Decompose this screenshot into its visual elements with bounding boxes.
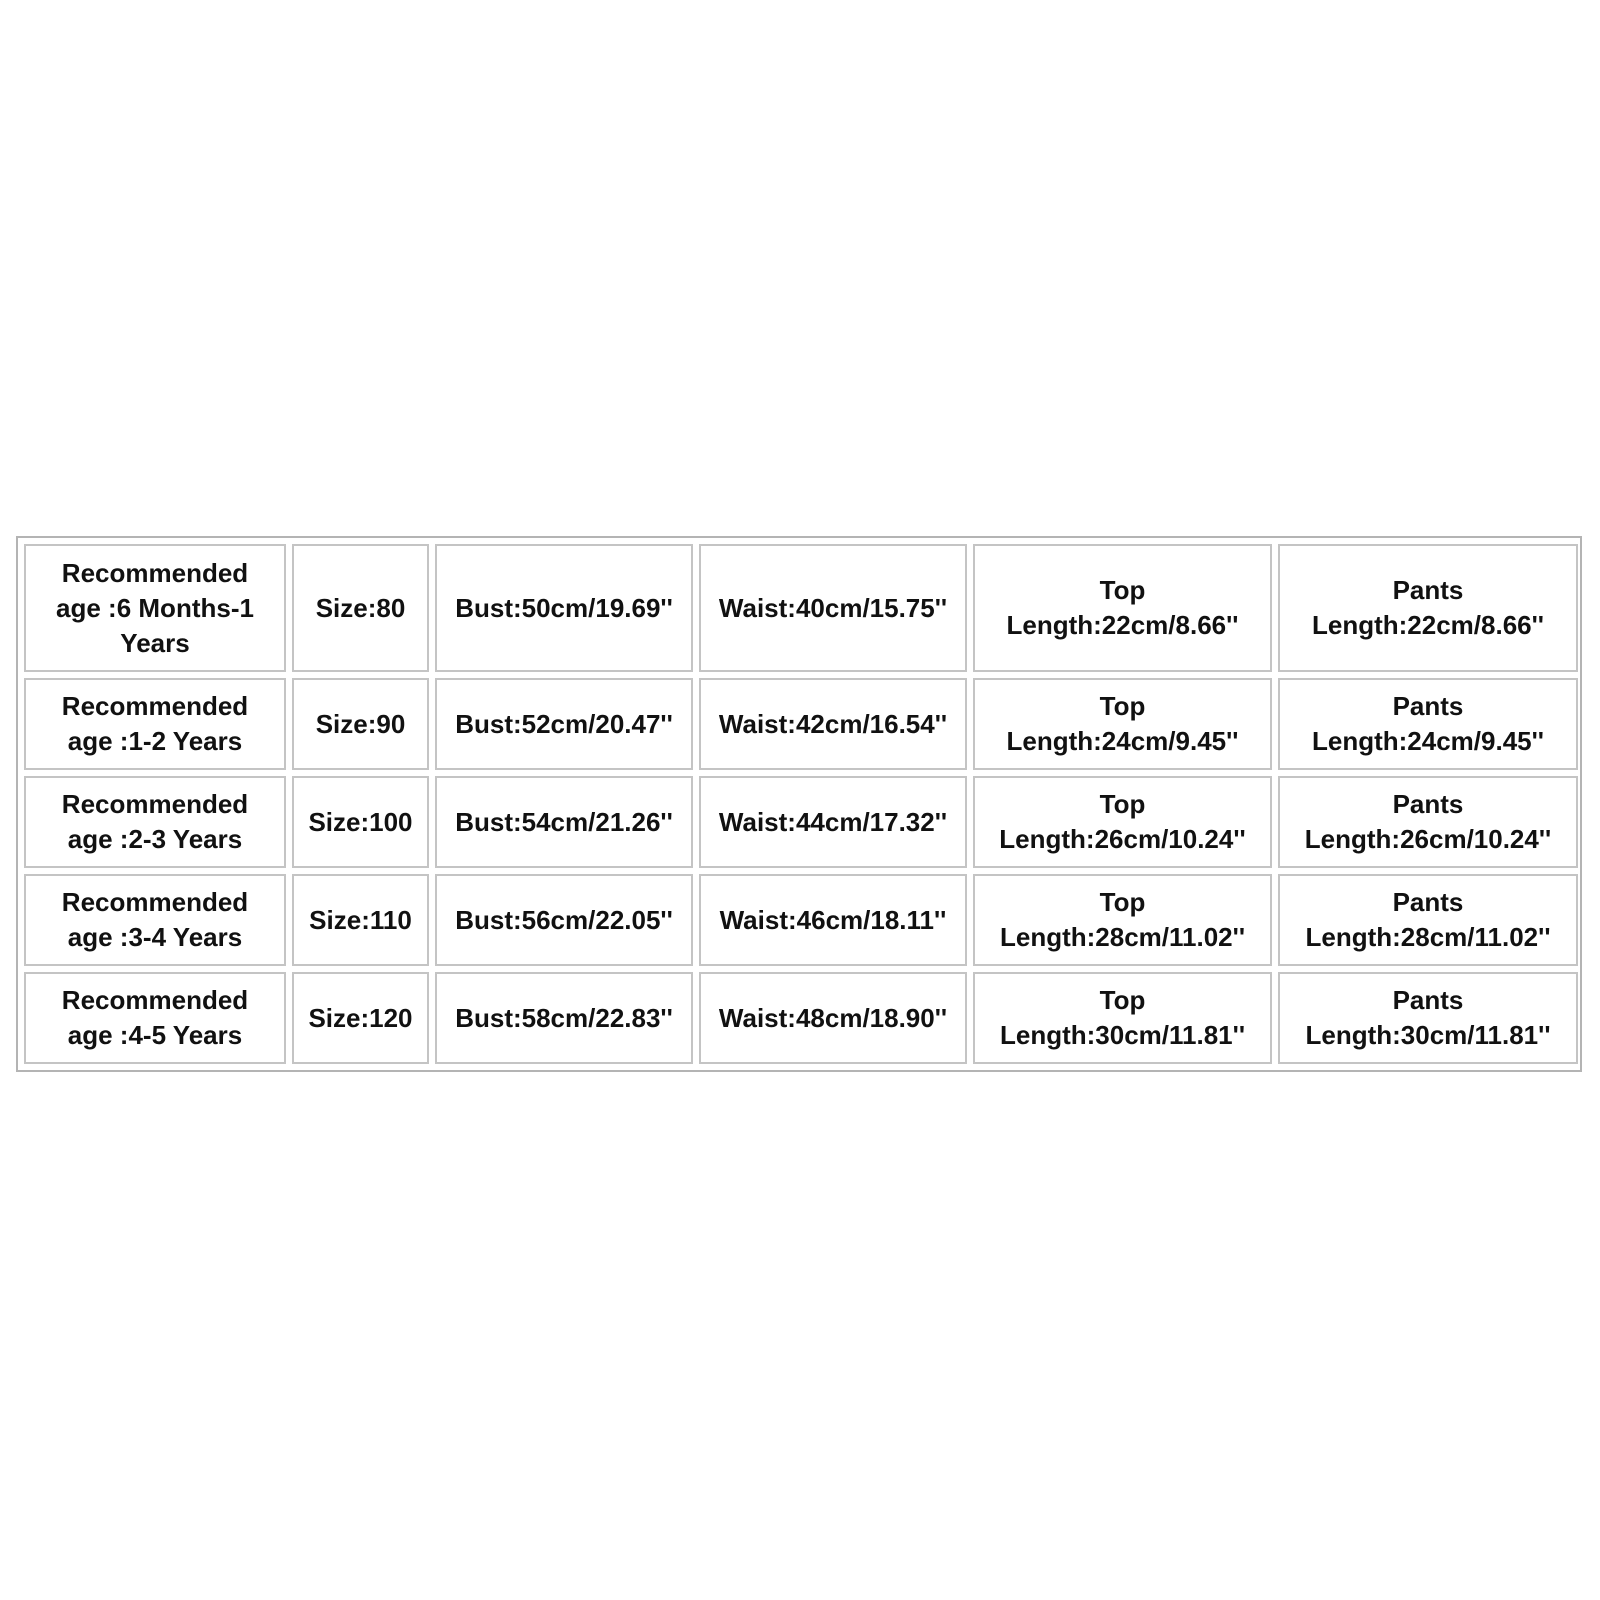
top-label: Top: [1099, 985, 1146, 1015]
age-cell: [24, 544, 286, 672]
bust-cell: Bust:56cm/22.05'': [435, 874, 693, 966]
top-length-value: Length:28cm/11.02'': [999, 922, 1246, 952]
table-row: [24, 678, 1578, 770]
age-cell: [24, 972, 286, 1064]
bust-cell: Bust:54cm/21.26'': [435, 776, 693, 868]
pants-label: Pants: [1392, 691, 1464, 721]
size-cell: Size:100: [292, 776, 429, 868]
age-label: Recommended: [61, 887, 249, 917]
age-label: Recommended: [61, 985, 249, 1015]
pants-label: Pants: [1392, 887, 1464, 917]
pants-length-cell: [1278, 544, 1578, 672]
bust-cell: Bust:50cm/19.69'': [435, 544, 693, 672]
size-cell: Size:120: [292, 972, 429, 1064]
size-cell: Size:80: [292, 544, 429, 672]
age-range: age :1-2 Years: [67, 726, 243, 756]
top-length-cell: [973, 874, 1272, 966]
bust-cell: Bust:52cm/20.47'': [435, 678, 693, 770]
size-chart: [16, 536, 1582, 1072]
table-row: [24, 776, 1578, 868]
waist-cell: Waist:42cm/16.54'': [699, 678, 967, 770]
pants-label: Pants: [1392, 575, 1464, 605]
pants-label: Pants: [1392, 985, 1464, 1015]
bust-cell: Bust:58cm/22.83'': [435, 972, 693, 1064]
pants-length-value: Length:28cm/11.02'': [1305, 922, 1551, 952]
waist-cell: Waist:44cm/17.32'': [699, 776, 967, 868]
age-cell: [24, 874, 286, 966]
top-length-cell: [973, 776, 1272, 868]
waist-cell: Waist:48cm/18.90'': [699, 972, 967, 1064]
top-length-value: Length:22cm/8.66'': [1006, 610, 1239, 640]
pants-length-value: Length:24cm/9.45'': [1312, 726, 1544, 756]
top-label: Top: [1099, 887, 1146, 917]
age-range: age :4-5 Years: [67, 1020, 243, 1050]
pants-length-cell: [1278, 776, 1578, 868]
top-length-cell: [973, 972, 1272, 1064]
table-row: [24, 874, 1578, 966]
top-length-cell: [973, 544, 1272, 672]
age-cell: [24, 776, 286, 868]
age-range: age :3-4 Years: [67, 922, 243, 952]
age-label: Recommended: [61, 691, 249, 721]
size-table: [18, 538, 1584, 1070]
top-label: Top: [1099, 691, 1146, 721]
table-row: [24, 544, 1578, 672]
top-label: Top: [1099, 575, 1146, 605]
top-length-value: Length:26cm/10.24'': [999, 824, 1246, 854]
pants-length-value: Length:26cm/10.24'': [1304, 824, 1552, 854]
age-unit: Years: [120, 627, 190, 658]
age-range: age :2-3 Years: [67, 824, 243, 854]
pants-length-cell: [1278, 972, 1578, 1064]
age-label: Recommended: [61, 789, 249, 819]
pants-length-value: Length:30cm/11.81'': [1305, 1020, 1551, 1050]
table-row: [24, 972, 1578, 1064]
top-length-value: Length:30cm/11.81'': [999, 1020, 1246, 1050]
age-cell: [24, 678, 286, 770]
pants-label: Pants: [1392, 789, 1464, 819]
size-cell: Size:90: [292, 678, 429, 770]
size-cell: Size:110: [292, 874, 429, 966]
waist-cell: Waist:40cm/15.75'': [699, 544, 967, 672]
top-label: Top: [1099, 789, 1146, 819]
top-length-cell: [973, 678, 1272, 770]
age-range: age :6 Months-1: [56, 592, 254, 623]
age-label: Recommended: [61, 557, 249, 588]
pants-length-cell: [1278, 678, 1578, 770]
pants-length-cell: [1278, 874, 1578, 966]
top-length-value: Length:24cm/9.45'': [1006, 726, 1239, 756]
pants-length-value: Length:22cm/8.66'': [1312, 610, 1544, 640]
waist-cell: Waist:46cm/18.11'': [699, 874, 967, 966]
